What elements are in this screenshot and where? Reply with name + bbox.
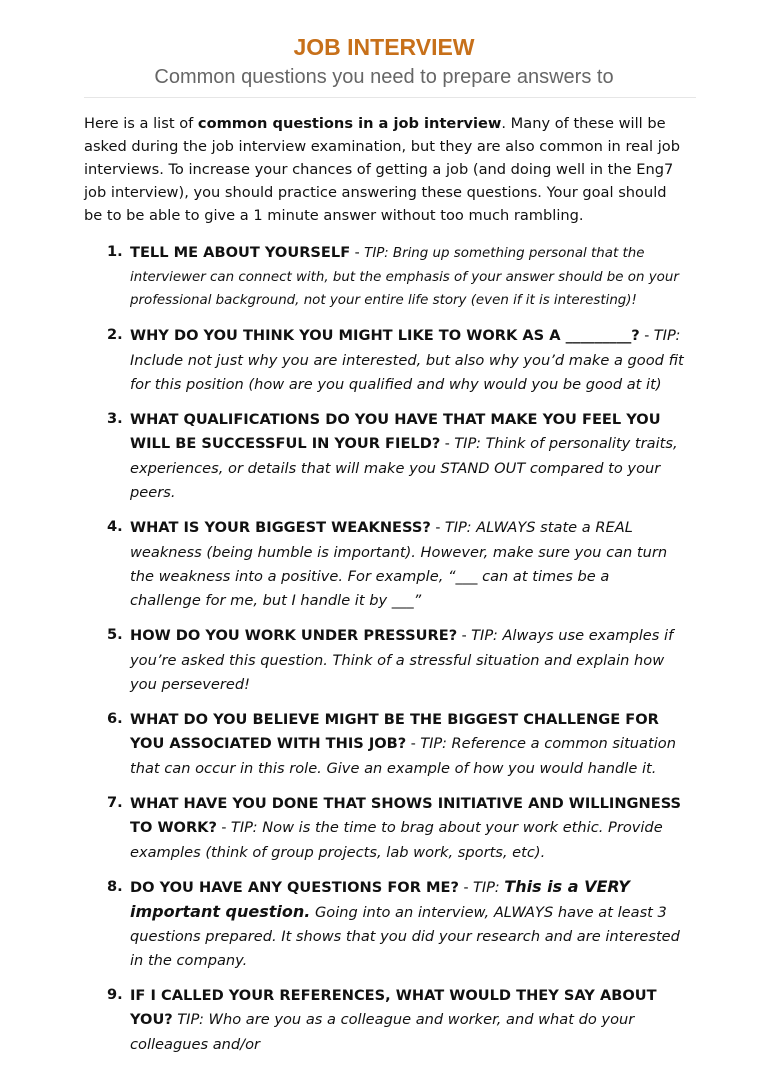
question-number: 4. <box>107 517 123 535</box>
tip-separator: - <box>430 519 445 536</box>
question-item-1 <box>84 241 684 312</box>
tip-separator: - <box>216 819 231 836</box>
question-text: IF I CALLED YOUR REFERENCES, WHAT WOULD THEY SAY ABOUT YOU? <box>130 986 657 1028</box>
question-text: DO YOU HAVE ANY QUESTIONS FOR ME? <box>130 878 459 896</box>
tip-separator: - <box>459 879 473 896</box>
question-text: TELL ME ABOUT YOURSELF <box>130 244 351 261</box>
question-number: 9. <box>107 985 123 1003</box>
question-tip: TIP: Bring up something personal that the interviewer can connect with, but the emphasis of your answer should be on your professional background, not your entire life story (even if it is interesting)! <box>130 246 679 308</box>
question-tip: TIP: Think of personality traits, experiences, or details that will make you STAND OUT compared to your peers. <box>130 434 678 501</box>
question-tip: TIP: ALWAYS state a REAL weakness (being humble is important). However, make sure you can turn the weakness into a positive. For example, “___ can at times be a challenge for me, but I handle it by ___” <box>130 518 668 609</box>
question-text: WHAT IS YOUR BIGGEST WEAKNESS? <box>130 518 431 536</box>
page-title: JOB INTERVIEW <box>293 34 475 60</box>
tip-separator: - <box>440 435 455 452</box>
intro-text-end: . Many of these will be asked during the job interview examination, but they are also common in real job interviews. To increase your chances of getting a job (and doing well in the Eng7 job interview), you should practice answering these questions. Your goal should be to be able to give a 1 minute answer without too much rambling. <box>84 115 680 224</box>
tip-emphasis: This is a VERY important question. <box>130 876 630 921</box>
question-item-6 <box>84 707 684 780</box>
question-item-8 <box>84 875 684 972</box>
question-text: WHY DO YOU THINK YOU MIGHT LIKE TO WORK AS A _________? <box>130 326 640 344</box>
question-item-5 <box>84 623 684 696</box>
intro-emphasis: common questions in a job interview <box>197 115 502 132</box>
question-number: 2. <box>107 325 123 343</box>
question-item-9 <box>84 983 684 1056</box>
question-tip: TIP: Always use examples if you’re asked this question. Think of a stressful situation and explain how you persevered! <box>130 626 674 693</box>
question-tip: TIP: Reference a common situation that can occur in this role. Give an example of how you would handle it. <box>130 734 676 777</box>
question-item-4 <box>84 515 684 612</box>
question-text: WHAT HAVE YOU DONE THAT SHOWS INITIATIVE AND WILLINGNESS TO WORK? <box>130 794 682 836</box>
question-number: 3. <box>107 409 123 427</box>
tip-separator: - <box>639 327 654 344</box>
intro-paragraph <box>84 112 684 227</box>
tip-separator: - <box>457 627 472 644</box>
tip-label: TIP: <box>472 878 505 896</box>
question-number: 7. <box>107 793 123 811</box>
question-item-7 <box>84 791 684 864</box>
intro-text-start: Here is a list of <box>84 115 198 132</box>
question-item-3 <box>84 407 684 504</box>
page-subtitle: Common questions you need to prepare answers to <box>154 66 614 88</box>
tip-separator: - <box>350 245 365 261</box>
question-text: WHAT QUALIFICATIONS DO YOU HAVE THAT MAKE YOU FEEL YOU WILL BE SUCCESSFUL IN YOUR FIELD? <box>130 410 661 452</box>
question-item-2 <box>84 323 684 396</box>
header-divider <box>84 97 696 98</box>
question-tip: Going into an interview, ALWAYS have at least 3 questions prepared. It shows that you did your research and are interested in the company. <box>130 903 680 969</box>
question-text: HOW DO YOU WORK UNDER PRESSURE? <box>130 626 458 644</box>
question-number: 5. <box>107 625 123 643</box>
question-list <box>84 241 684 1067</box>
question-number: 6. <box>107 709 123 727</box>
question-text: WHAT DO YOU BELIEVE MIGHT BE THE BIGGEST CHALLENGE FOR YOU ASSOCIATED WITH THIS JOB? <box>130 710 659 752</box>
question-tip: TIP: Include not just why you are interested, but also why you’d make a good fit for this position (how are you qualified and why would you be good at it) <box>130 326 684 393</box>
question-number: 1. <box>107 243 123 260</box>
question-tip: TIP: Who are you as a colleague and worker, and what do your colleagues and/or <box>130 1010 635 1053</box>
tip-separator: - <box>406 735 421 752</box>
question-tip: TIP: Now is the time to brag about your work ethic. Provide examples (think of group projects, lab work, sports, etc). <box>130 818 663 861</box>
question-number: 8. <box>107 877 123 895</box>
